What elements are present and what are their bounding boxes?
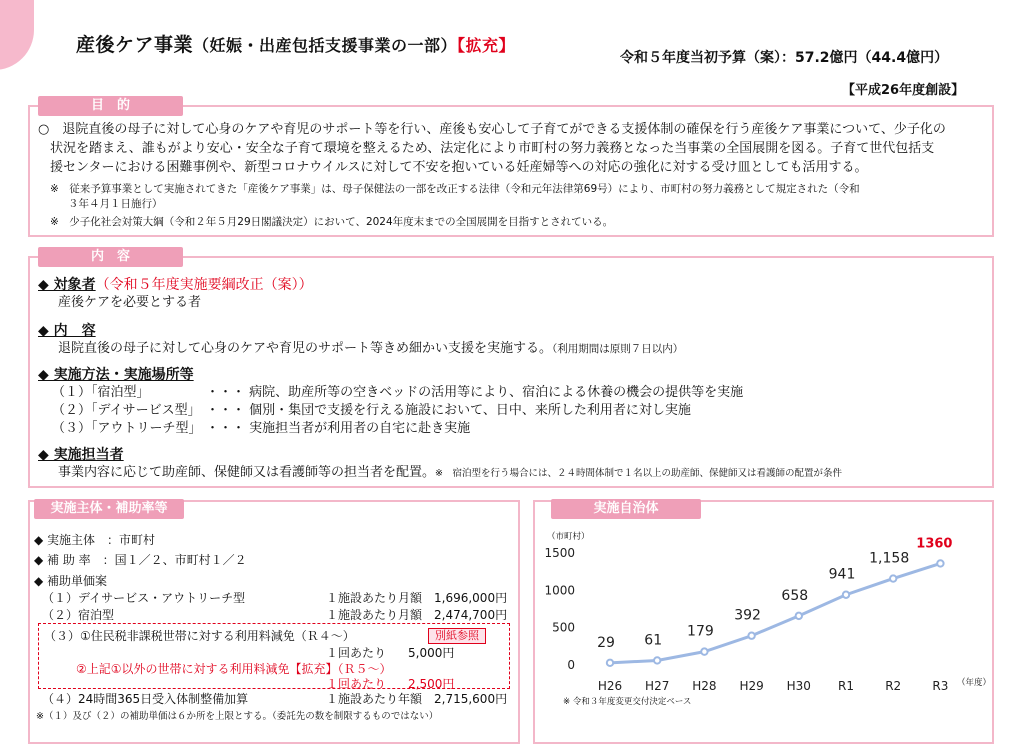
naiyou-row <box>58 340 683 358</box>
item3b-amount: 2,500円 <box>408 677 455 691</box>
item2-name: （２）宿泊型 <box>42 608 115 622</box>
purpose-line-2: 状況を踏まえ、誰もがより安心・安全な子育て環境を整えるため、法定化により市町村の努力義務となった当事業の全国展開を図る。子育て世代包括支 <box>50 141 935 156</box>
subsidy-unit-label: ◆ 補助単価案 <box>34 574 108 588</box>
x-tick-label-0: H26 <box>597 679 623 693</box>
purpose-note-2: ※ 少子化社会対策大綱（令和２年５月29日閣議決定）において、2024年度末までの全国展開を目指すとされている。 <box>50 216 614 228</box>
subsidy-subject: ◆ 実施主体 ：市町村 <box>34 533 156 547</box>
data-point-5 <box>843 592 849 598</box>
chart-x-unit: （年度） <box>957 678 992 688</box>
naiyou-text: 退院直後の母子に対して心身のケアや育児のサポート等きめ細かい支援を実施する。 <box>58 341 553 356</box>
purpose-line-1: ○ 退院直後の母子に対して心身のケアや育児のサポート等を行い、産後も安心して子育てができる支援体制の確保を行う産後ケア事業について、少子化の <box>38 122 946 137</box>
data-point-1 <box>654 657 660 663</box>
subsidy-footnote: ※（１）及び（２）の補助単価は６か所を上限とする。（委託先の数を制限するものではない） <box>36 711 439 722</box>
target-label: ◆ 対象者 <box>38 277 96 293</box>
item3b-unit: １回あたり <box>326 677 387 691</box>
item3b-name: ②上記①以外の世帯に対する利用料減免【拡充】（Ｒ５～） <box>76 662 392 676</box>
title-subtitle: （妊娠・出産包括支援事業の一部） <box>193 36 458 55</box>
content-header: 内 容 <box>38 247 183 267</box>
data-label-7: 1360 <box>916 536 953 552</box>
item3-amount: 5,000円 <box>408 646 455 660</box>
x-tick-label-7: R3 <box>932 679 949 693</box>
data-label-1: 61 <box>644 632 663 649</box>
item1-unit: １施設あたり月額 <box>326 591 423 605</box>
naiyou-note: （利用期間は原則７日以内） <box>552 343 684 355</box>
data-point-0 <box>607 660 613 666</box>
item2-unit: １施設あたり月額 <box>326 608 423 622</box>
data-point-7 <box>937 560 943 566</box>
x-tick-label-4: H30 <box>786 679 811 693</box>
data-point-3 <box>748 633 754 639</box>
purpose-note-1b: ３年４月１日施行） <box>68 198 163 210</box>
data-label-4: 658 <box>781 587 809 604</box>
method-3-name: （３）「アウトリーチ型」 <box>52 421 202 436</box>
data-point-4 <box>796 613 802 619</box>
item3-name: （３）①住民税非課税世帯に対する利用料減免（Ｒ４～） <box>44 629 355 643</box>
x-tick-label-3: H29 <box>739 679 764 693</box>
target-text: 産後ケアを必要とする者 <box>58 295 202 310</box>
chart-note: ※ 令和３年度変更交付決定ベース <box>563 697 692 707</box>
subsidy-panel <box>28 500 520 744</box>
founded-text: 【平成26年度創設】 <box>842 83 965 98</box>
item4-name: （４）24時間365日受入体制整備加算 <box>42 692 249 706</box>
naiyou-label: ◆ 内 容 <box>38 323 96 339</box>
data-label-3: 392 <box>734 607 761 624</box>
x-tick-label-1: H27 <box>645 679 670 693</box>
item4-amount: 2,715,600円 <box>434 692 508 706</box>
staff-text: 事業内容に応じて助産師、保健師又は看護師等の担当者を配置。 <box>58 465 436 480</box>
target-note: （令和５年度実施要綱改正（案）） <box>95 277 313 293</box>
municipalities-panel <box>533 500 994 744</box>
y-tick-label-3: 1500 <box>544 546 575 560</box>
y-tick-label-2: 1000 <box>544 583 575 598</box>
chart-layer <box>544 536 952 693</box>
data-label-2: 179 <box>687 623 714 640</box>
x-tick-label-2: H28 <box>692 679 717 693</box>
y-tick-label-1: 500 <box>552 620 575 635</box>
purpose-header: 目 的 <box>38 96 183 116</box>
item2-amount: 2,474,700円 <box>434 608 508 622</box>
municipalities-header: 実施自治体 <box>551 499 701 519</box>
title-badge: 【拡充】 <box>457 36 516 55</box>
reference-button[interactable]: 別紙参照 <box>428 628 486 644</box>
purpose-note-1a: ※ 従来予算事業として実施されてきた「産後ケア事業」は、母子保健法の一部を改正する法律（令和元年法律第69号）により、市町村の努力義務として規定された（令和 <box>50 183 860 195</box>
header-pink-tab <box>0 0 34 70</box>
chart-y-unit: （市町村） <box>547 532 590 542</box>
method-1-desc: ・・・ 病院、助産所等の空きベッドの活用等により、宿泊による休養の機会の提供等を実施 <box>206 385 744 400</box>
budget-text: 令和５年度当初予算（案）：57.2億円（44.4億円） <box>620 50 949 66</box>
method-2-desc: ・・・ 個別・集団で支援を行える施設において、日中、来所した利用者に対し実施 <box>206 403 691 418</box>
y-tick-label-0: 0 <box>567 658 575 672</box>
purpose-panel <box>28 98 994 237</box>
item3-unit: １回あたり <box>326 646 387 660</box>
data-label-6: 1,158 <box>869 550 910 567</box>
data-point-6 <box>890 575 896 581</box>
data-label-5: 941 <box>828 566 856 583</box>
method-1-name: （１）「宿泊型」 <box>52 385 150 400</box>
purpose-line-3: 援センターにおける困難事例や、新型コロナウイルスに対して不安を抱いている妊産婦等への対応の強化に対する受け皿としても活用する。 <box>50 160 868 175</box>
data-point-2 <box>701 648 707 654</box>
content-panel <box>28 249 994 488</box>
method-2-name: （２）「デイサービス型」 <box>52 403 201 418</box>
method-3-desc: ・・・ 実施担当者が利用者の自宅に赴き実施 <box>206 421 471 436</box>
method-label: ◆ 実施方法・実施場所等 <box>38 367 194 383</box>
staff-note: ※ 宿泊型を行う場合には、２４時間体制で１名以上の助産師、保健師又は看護師の配置が条件 <box>435 468 842 479</box>
item4-unit: １施設あたり年額 <box>326 692 423 706</box>
title-main: 産後ケア事業 <box>76 34 194 56</box>
page-title <box>76 30 515 57</box>
staff-row <box>58 464 842 483</box>
staff-label: ◆ 実施担当者 <box>38 447 124 463</box>
target-row <box>38 276 313 294</box>
subsidy-header: 実施主体・補助率等 <box>34 499 184 519</box>
item1-amount: 1,696,000円 <box>434 591 508 605</box>
data-label-0: 29 <box>597 634 615 651</box>
item1-name: （１）デイサービス・アウトリーチ型 <box>42 591 246 605</box>
x-tick-label-5: R1 <box>838 679 854 693</box>
x-tick-label-6: R2 <box>885 679 902 693</box>
subsidy-rate: ◆ 補 助 率 ：国１／２、市町村１／２ <box>34 553 247 567</box>
